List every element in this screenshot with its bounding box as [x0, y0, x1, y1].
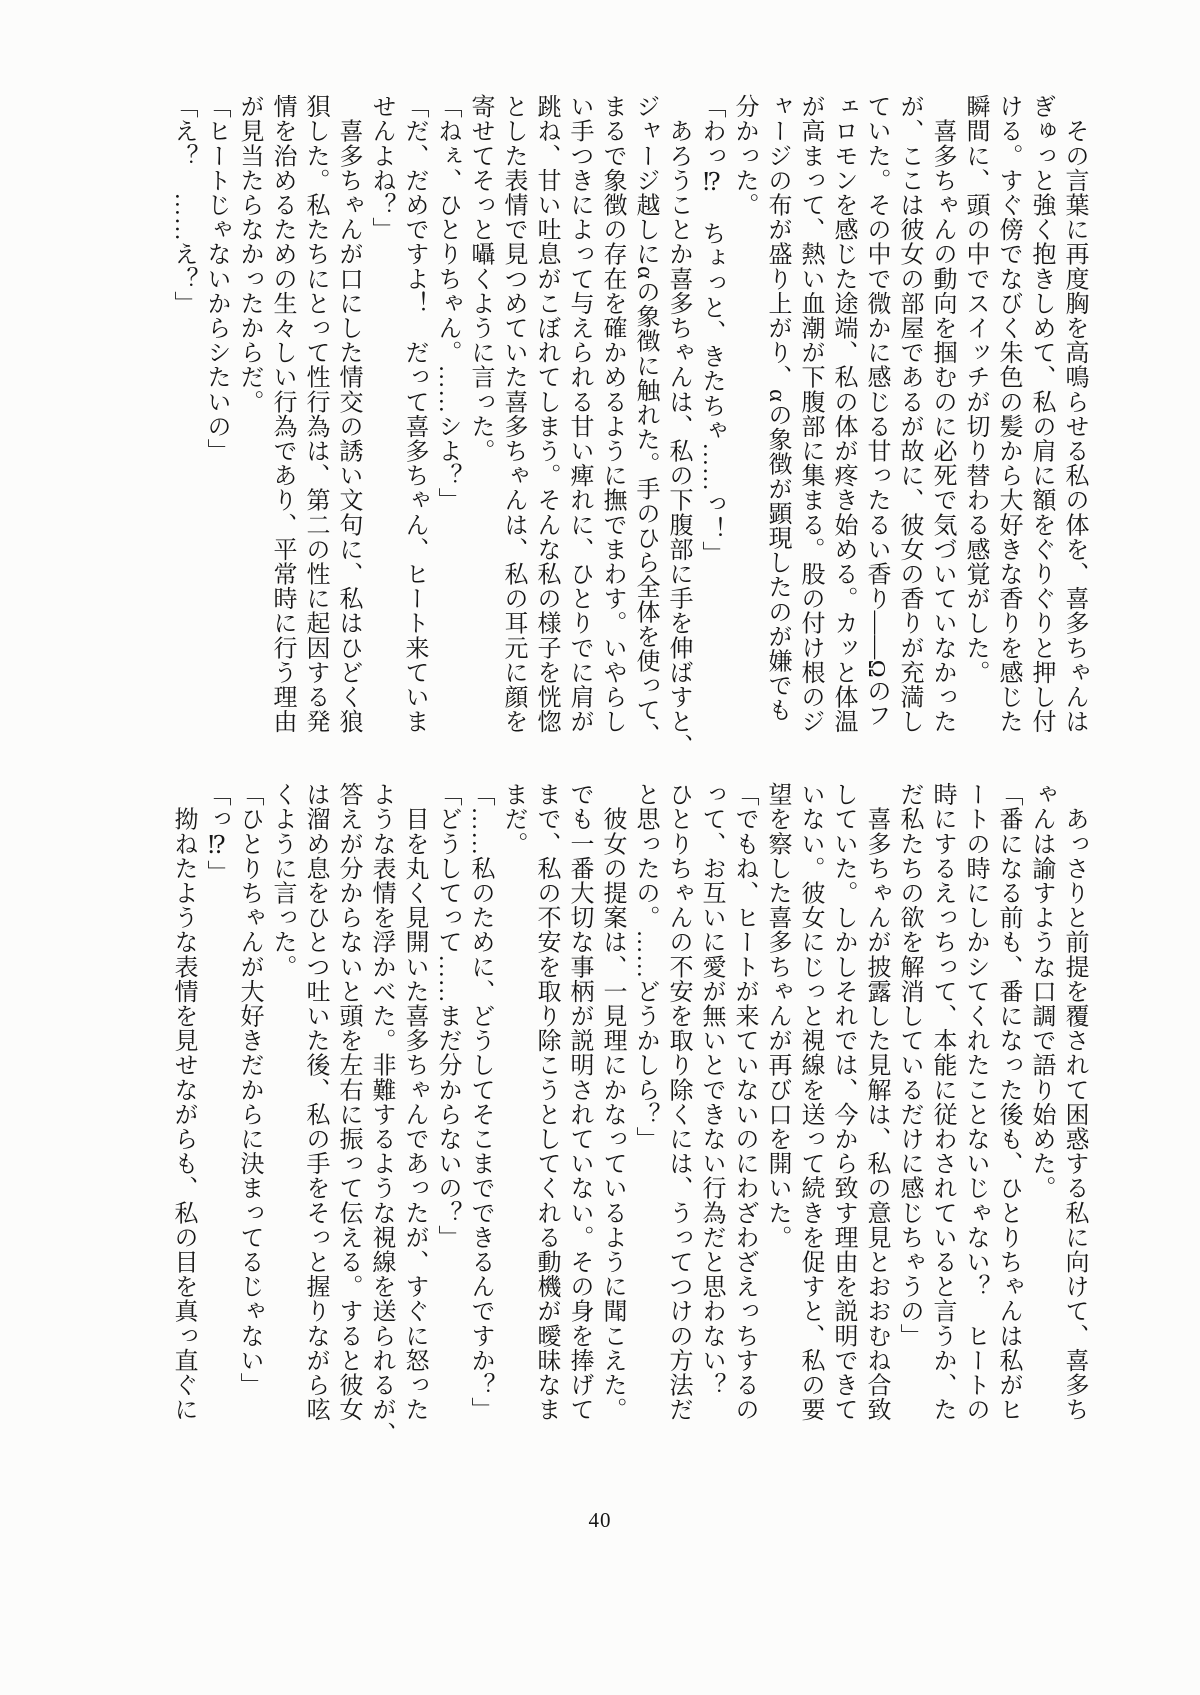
text-block-top	[166, 94, 1090, 759]
text-column: が、ここは彼女の部屋であるが故に、彼女の香りが充満し	[896, 94, 922, 734]
text-column: ていた。その中で微かに感じる甘ったるい香り――Ωのフ	[863, 94, 889, 728]
text-column: ひとりちゃんの不安を取り除くには、うってつけの方法だ	[665, 782, 691, 1422]
text-column: ような表情を浮かべた。非難するような視線を送られるが、	[368, 782, 394, 1447]
text-column: 喜多ちゃんが披露した見解は、私の意見とおおむね合致	[863, 782, 889, 1422]
text-column: 拗ねたような表情を見せながらも、私の目を真っ直ぐに	[170, 782, 196, 1422]
text-column: 狽した。私たちにとって性行為は、第二の性に起因する発	[302, 94, 328, 734]
text-column: ぎゅっと強く抱きしめて、私の肩に額をぐりぐりと押し付	[1028, 94, 1054, 734]
text-column: 「わっ⁉ ちょっと、きたちゃ……っ！」	[698, 94, 724, 566]
page-number: 40	[588, 1508, 612, 1532]
text-column: ける。すぐ傍でなびく朱色の髪から大好きな香りを感じた	[995, 94, 1021, 734]
text-column: まだ。	[500, 782, 526, 856]
text-column: ジャージ越しにαの象徴に触れた。手のひら全体を使って、	[632, 94, 658, 747]
text-column: いない。彼女にじっと視線を送って続きを促すと、私の要	[797, 782, 823, 1422]
text-column: 「だ、だめですよ！ だって喜多ちゃん、ヒート来ていま	[401, 94, 427, 734]
text-column: 答えが分からないと頭を左右に振って伝える。すると彼女	[335, 782, 361, 1422]
text-column: と思ったの。……どうかしら？」	[632, 782, 658, 1151]
text-block-bottom	[166, 782, 1090, 1447]
text-column: していた。しかしそれでは、今から致す理由を説明できて	[830, 782, 856, 1422]
text-column: 「番になる前も、番になった後も、ひとりちゃんは私がヒ	[995, 782, 1021, 1422]
text-column: 瞬間に、頭の中でスイッチが切り替わる感覚がした。	[962, 94, 988, 685]
text-column: ェロモンを感じた途端、私の体が疼き始める。カッと体温	[830, 94, 856, 734]
text-column: 「……私のために、どうしてそこまでできるんですか？」	[467, 782, 493, 1422]
text-column: ートの時にしかシてくれたことないじゃない？ ヒートの	[962, 782, 988, 1422]
text-column: まるで象徴の存在を確かめるように撫でまわす。いやらし	[599, 94, 625, 734]
text-column: が見当たらなかったからだ。	[236, 94, 262, 414]
text-column: 跳ね、甘い吐息がこぼれてしまう。そんな私の様子を恍惚	[533, 94, 559, 734]
text-column: 「ひとりちゃんが大好きだからに決まってるじゃない」	[236, 782, 262, 1397]
text-column: あろうことか喜多ちゃんは、私の下腹部に手を伸ばすと、	[665, 94, 691, 759]
text-column: まで、私の不安を取り除こうとしてくれる動機が曖昧なま	[533, 782, 559, 1422]
text-column: 「でもね、ヒートが来ていないのにわざわざえっちするの	[731, 782, 757, 1422]
text-column: 望を察した喜多ちゃんが再び口を開いた。	[764, 782, 790, 1250]
text-column: 時にするえっちって、本能に従わされていると言うか、た	[929, 782, 955, 1422]
text-column: 「どうしてって……まだ分からないの？」	[434, 782, 460, 1250]
text-column: あっさりと前提を覆されて困惑する私に向けて、喜多ち	[1061, 782, 1087, 1422]
text-column: って、お互いに愛が無いとできない行為だと思わない？	[698, 782, 724, 1397]
text-column: ゃんは諭すような口調で語り始めた。	[1028, 782, 1054, 1201]
text-column: 喜多ちゃんが口にした情交の誘い文句に、私はひどく狼	[335, 94, 361, 734]
text-column: 「ねぇ、ひとりちゃん。……シよ？」	[434, 94, 460, 513]
text-column: せんよね？」	[368, 94, 394, 242]
text-column: 情を治めるための生々しい行為であり、平常時に行う理由	[269, 94, 295, 734]
text-column: 「ヒートじゃないからシたいの」	[203, 94, 229, 463]
text-column: は溜め息をひとつ吐いた後、私の手をそっと握りながら呟	[302, 782, 328, 1422]
text-column: 「え？ ……え？」	[170, 94, 196, 316]
text-column: ャージの布が盛り上がり、αの象徴が顕現したのが嫌でも	[764, 94, 790, 723]
text-column: 分かった。	[731, 94, 757, 217]
text-column: が高まって、熱い血潮が下腹部に集まる。股の付け根のジ	[797, 94, 823, 734]
text-column: 目を丸く見開いた喜多ちゃんであったが、すぐに怒った	[401, 782, 427, 1422]
text-column: 「っ⁉」	[203, 782, 229, 885]
text-column: でも一番大切な事柄が説明されていない。その身を捧げて	[566, 782, 592, 1422]
text-column: 彼女の提案は、一見理にかなっているように聞こえた。	[599, 782, 625, 1422]
text-column: その言葉に再度胸を高鳴らせる私の体を、喜多ちゃんは	[1061, 94, 1087, 734]
text-column: だ私たちの欲を解消しているだけに感じちゃうの」	[896, 782, 922, 1348]
text-column: 寄せてそっと囁くように言った。	[467, 94, 493, 463]
text-column: 喜多ちゃんの動向を掴むのに必死で気づいていなかった	[929, 94, 955, 734]
text-column: くように言った。	[269, 782, 295, 979]
text-column: い手つきによって与えられる甘い痺れに、ひとりでに肩が	[566, 94, 592, 734]
text-column: とした表情で見つめていた喜多ちゃんは、私の耳元に顔を	[500, 94, 526, 734]
